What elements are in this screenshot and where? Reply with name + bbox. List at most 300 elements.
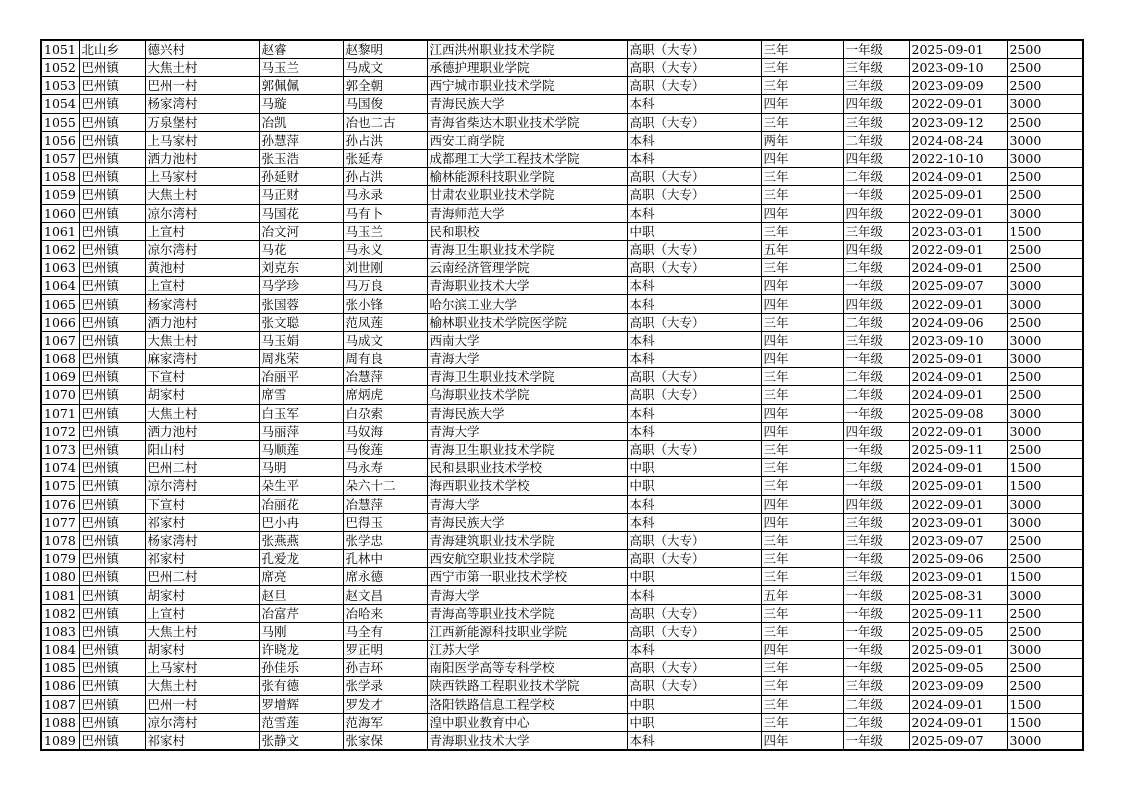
table-cell: 2022-10-10: [909, 149, 1007, 167]
table-row: [41, 368, 1083, 386]
table-cell: 2025-09-07: [909, 277, 1007, 295]
table-cell: 上马家村: [145, 168, 259, 186]
table-cell: 孔爱龙: [259, 550, 343, 568]
table-cell: 郭全朝: [343, 77, 427, 95]
table-cell: 四年: [761, 295, 843, 313]
table-cell: 冶慧萍: [343, 495, 427, 513]
table-cell: 巴州镇: [79, 149, 145, 167]
table-cell: 1500: [1007, 568, 1083, 586]
table-cell: 2500: [1007, 113, 1083, 131]
table-cell: 巴州一村: [145, 77, 259, 95]
table-cell: 冶文河: [259, 222, 343, 240]
table-cell: 本科: [627, 204, 761, 222]
table-cell: 中职: [627, 695, 761, 713]
table-cell: 二年级: [843, 386, 909, 404]
table-cell: 1053: [41, 77, 79, 95]
table-cell: 2500: [1007, 659, 1083, 677]
table-cell: 四年级: [843, 295, 909, 313]
table-cell: 洛阳铁路信息工程学校: [427, 695, 627, 713]
table-cell: 青海卫生职业技术学院: [427, 368, 627, 386]
subsidy-table: [40, 39, 1084, 751]
table-row: [41, 295, 1083, 313]
table-cell: 五年: [761, 586, 843, 604]
table-cell: 民和职校: [427, 222, 627, 240]
table-cell: 2500: [1007, 40, 1083, 59]
table-cell: 四年: [761, 495, 843, 513]
table-cell: 1055: [41, 113, 79, 131]
table-cell: 马玉兰: [343, 222, 427, 240]
table-cell: 三年: [761, 622, 843, 640]
table-cell: 2025-09-01: [909, 641, 1007, 659]
table-cell: 本科: [627, 131, 761, 149]
table-cell: 三年: [761, 677, 843, 695]
table-cell: 南阳医学高等专科学校: [427, 659, 627, 677]
table-cell: 三年: [761, 659, 843, 677]
table-cell: 三年级: [843, 513, 909, 531]
table-cell: 中职: [627, 459, 761, 477]
table-cell: 洒力池村: [145, 149, 259, 167]
table-cell: 1088: [41, 713, 79, 731]
table-cell: 巴小冉: [259, 513, 343, 531]
table-row: [41, 677, 1083, 695]
table-cell: 3000: [1007, 422, 1083, 440]
table-cell: 四年级: [843, 149, 909, 167]
table-cell: 大焦土村: [145, 331, 259, 349]
table-cell: 青海大学: [427, 350, 627, 368]
table-cell: 赵睿: [259, 40, 343, 59]
table-cell: 范海军: [343, 713, 427, 731]
table-cell: 一年级: [843, 622, 909, 640]
table-cell: 本科: [627, 641, 761, 659]
table-cell: 高职（大专）: [627, 550, 761, 568]
table-cell: 北山乡: [79, 40, 145, 59]
table-cell: 冶富芹: [259, 604, 343, 622]
table-cell: 本科: [627, 404, 761, 422]
table-cell: 巴州镇: [79, 131, 145, 149]
table-cell: 三年: [761, 713, 843, 731]
table-cell: 万泉堡村: [145, 113, 259, 131]
table-cell: 1056: [41, 131, 79, 149]
table-cell: 冶凯: [259, 113, 343, 131]
table-cell: 青海卫生职业技术学院: [427, 440, 627, 458]
table-cell: 凉尔湾村: [145, 477, 259, 495]
table-cell: 本科: [627, 295, 761, 313]
table-cell: 2500: [1007, 368, 1083, 386]
table-cell: 海西职业技术学校: [427, 477, 627, 495]
table-cell: 2500: [1007, 259, 1083, 277]
table-cell: 席亮: [259, 568, 343, 586]
table-cell: 一年级: [843, 186, 909, 204]
table-cell: 1064: [41, 277, 79, 295]
table-cell: 四年: [761, 513, 843, 531]
table-cell: 孔林中: [343, 550, 427, 568]
table-cell: 高职（大专）: [627, 622, 761, 640]
table-row: [41, 131, 1083, 149]
table-cell: 高职（大专）: [627, 677, 761, 695]
table-cell: 巴州镇: [79, 259, 145, 277]
table-cell: 朵六十二: [343, 477, 427, 495]
table-cell: 本科: [627, 350, 761, 368]
table-row: [41, 422, 1083, 440]
table-cell: 马有卜: [343, 204, 427, 222]
table-cell: 四年级: [843, 95, 909, 113]
table-cell: 3000: [1007, 149, 1083, 167]
table-cell: 马永寿: [343, 459, 427, 477]
table-cell: 1087: [41, 695, 79, 713]
table-cell: 马明: [259, 459, 343, 477]
table-cell: 胡家村: [145, 641, 259, 659]
table-cell: 2023-09-07: [909, 531, 1007, 549]
table-row: [41, 204, 1083, 222]
table-cell: 榆林能源科技职业学院: [427, 168, 627, 186]
table-cell: 1068: [41, 350, 79, 368]
table-cell: 巴州镇: [79, 331, 145, 349]
table-cell: 高职（大专）: [627, 113, 761, 131]
table-row: [41, 477, 1083, 495]
table-cell: 1062: [41, 240, 79, 258]
table-row: [41, 622, 1083, 640]
table-cell: 祁家村: [145, 513, 259, 531]
table-cell: 巴州镇: [79, 568, 145, 586]
table-cell: 本科: [627, 277, 761, 295]
table-cell: 3000: [1007, 586, 1083, 604]
table-cell: 本科: [627, 149, 761, 167]
table-cell: 一年级: [843, 40, 909, 59]
table-cell: 高职（大专）: [627, 531, 761, 549]
table-cell: 周兆荣: [259, 350, 343, 368]
table-cell: 一年级: [843, 477, 909, 495]
table-cell: 许晓龙: [259, 641, 343, 659]
table-cell: 二年级: [843, 459, 909, 477]
table-cell: 2023-09-12: [909, 113, 1007, 131]
table-cell: 巴州镇: [79, 222, 145, 240]
table-cell: 2025-09-01: [909, 186, 1007, 204]
table-cell: 二年级: [843, 131, 909, 149]
table-cell: 青海卫生职业技术学院: [427, 240, 627, 258]
table-cell: 2500: [1007, 59, 1083, 77]
table-cell: 巴州镇: [79, 713, 145, 731]
table-cell: 2025-09-11: [909, 440, 1007, 458]
table-cell: 马成文: [343, 331, 427, 349]
table-cell: 四年: [761, 204, 843, 222]
table-cell: 中职: [627, 222, 761, 240]
table-cell: 3000: [1007, 641, 1083, 659]
table-cell: 巴州镇: [79, 531, 145, 549]
table-cell: 高职（大专）: [627, 77, 761, 95]
table-cell: 1058: [41, 168, 79, 186]
table-cell: 罗增辉: [259, 695, 343, 713]
table-cell: 1071: [41, 404, 79, 422]
table-cell: 一年级: [843, 277, 909, 295]
table-cell: 2500: [1007, 77, 1083, 95]
table-cell: 三年级: [843, 677, 909, 695]
table-cell: 一年级: [843, 659, 909, 677]
table-row: [41, 95, 1083, 113]
table-row: [41, 586, 1083, 604]
table-cell: 高职（大专）: [627, 604, 761, 622]
table-cell: 四年级: [843, 422, 909, 440]
table-cell: 冶哈来: [343, 604, 427, 622]
table-cell: 五年: [761, 240, 843, 258]
table-cell: 刘克东: [259, 259, 343, 277]
spreadsheet-page: [40, 39, 1084, 751]
table-cell: 二年级: [843, 259, 909, 277]
table-cell: 张燕燕: [259, 531, 343, 549]
table-cell: 2025-09-05: [909, 622, 1007, 640]
table-cell: 马花: [259, 240, 343, 258]
table-cell: 巴州镇: [79, 440, 145, 458]
table-cell: 洒力池村: [145, 313, 259, 331]
table-cell: 2022-09-01: [909, 240, 1007, 258]
table-cell: 巴州镇: [79, 95, 145, 113]
table-cell: 三年: [761, 40, 843, 59]
table-cell: 黄池村: [145, 259, 259, 277]
table-cell: 上宣村: [145, 222, 259, 240]
table-cell: 二年级: [843, 368, 909, 386]
table-row: [41, 59, 1083, 77]
table-cell: 1052: [41, 59, 79, 77]
table-cell: 罗发才: [343, 695, 427, 713]
table-cell: 1054: [41, 95, 79, 113]
table-row: [41, 240, 1083, 258]
table-cell: 三年级: [843, 77, 909, 95]
table-cell: 高职（大专）: [627, 440, 761, 458]
table-cell: 杨家湾村: [145, 531, 259, 549]
table-row: [41, 222, 1083, 240]
table-cell: 3000: [1007, 277, 1083, 295]
table-row: [41, 168, 1083, 186]
table-cell: 2023-09-01: [909, 513, 1007, 531]
table-cell: 1082: [41, 604, 79, 622]
table-cell: 杨家湾村: [145, 295, 259, 313]
table-cell: 三年: [761, 531, 843, 549]
table-cell: 3000: [1007, 331, 1083, 349]
table-cell: 巴州镇: [79, 404, 145, 422]
table-cell: 青海职业技术大学: [427, 731, 627, 750]
table-cell: 马永录: [343, 186, 427, 204]
table-cell: 2023-03-01: [909, 222, 1007, 240]
table-cell: 三年: [761, 222, 843, 240]
table-cell: 本科: [627, 586, 761, 604]
table-cell: 1086: [41, 677, 79, 695]
table-cell: 1067: [41, 331, 79, 349]
table-row: [41, 568, 1083, 586]
table-body: [41, 40, 1083, 750]
table-cell: 巴州镇: [79, 59, 145, 77]
table-row: [41, 695, 1083, 713]
table-row: [41, 604, 1083, 622]
table-cell: 祁家村: [145, 550, 259, 568]
table-cell: 巴州镇: [79, 622, 145, 640]
table-cell: 本科: [627, 731, 761, 750]
table-cell: 2022-09-01: [909, 495, 1007, 513]
table-row: [41, 440, 1083, 458]
table-cell: 刘世刚: [343, 259, 427, 277]
table-cell: 2500: [1007, 622, 1083, 640]
table-cell: 马学珍: [259, 277, 343, 295]
table-cell: 江苏大学: [427, 641, 627, 659]
table-cell: 湟中职业教育中心: [427, 713, 627, 731]
table-cell: 2024-09-01: [909, 713, 1007, 731]
table-cell: 白玉军: [259, 404, 343, 422]
table-cell: 1074: [41, 459, 79, 477]
table-cell: 高职（大专）: [627, 40, 761, 59]
table-cell: 1500: [1007, 459, 1083, 477]
table-cell: 1083: [41, 622, 79, 640]
table-cell: 冶也二古: [343, 113, 427, 131]
table-cell: 承德护理职业学院: [427, 59, 627, 77]
table-cell: 2500: [1007, 313, 1083, 331]
table-cell: 2500: [1007, 677, 1083, 695]
table-cell: 民和县职业技术学校: [427, 459, 627, 477]
table-cell: 张延寿: [343, 149, 427, 167]
table-cell: 2023-09-10: [909, 59, 1007, 77]
table-cell: 马国花: [259, 204, 343, 222]
table-cell: 二年级: [843, 713, 909, 731]
table-cell: 凉尔湾村: [145, 240, 259, 258]
table-cell: 范凤莲: [343, 313, 427, 331]
table-cell: 西南大学: [427, 331, 627, 349]
table-cell: 张文聪: [259, 313, 343, 331]
table-cell: 2024-09-01: [909, 368, 1007, 386]
table-cell: 3000: [1007, 204, 1083, 222]
table-cell: 二年级: [843, 168, 909, 186]
table-cell: 青海大学: [427, 495, 627, 513]
table-cell: 巴州镇: [79, 313, 145, 331]
table-cell: 二年级: [843, 313, 909, 331]
table-cell: 一年级: [843, 350, 909, 368]
table-cell: 青海建筑职业技术学院: [427, 531, 627, 549]
table-cell: 胡家村: [145, 586, 259, 604]
table-cell: 大焦土村: [145, 59, 259, 77]
table-cell: 1081: [41, 586, 79, 604]
table-cell: 一年级: [843, 440, 909, 458]
table-cell: 巴州镇: [79, 204, 145, 222]
table-row: [41, 713, 1083, 731]
table-cell: 1089: [41, 731, 79, 750]
table-cell: 四年级: [843, 240, 909, 258]
table-cell: 三年: [761, 695, 843, 713]
table-cell: 巴州镇: [79, 168, 145, 186]
table-cell: 1066: [41, 313, 79, 331]
table-cell: 高职（大专）: [627, 386, 761, 404]
table-cell: 孙佳乐: [259, 659, 343, 677]
table-cell: 1078: [41, 531, 79, 549]
table-cell: 2023-09-01: [909, 568, 1007, 586]
table-cell: 大焦土村: [145, 186, 259, 204]
table-cell: 三年级: [843, 531, 909, 549]
table-cell: 青海省柴达木职业技术学院: [427, 113, 627, 131]
table-cell: 1085: [41, 659, 79, 677]
table-cell: 3000: [1007, 513, 1083, 531]
table-cell: 冶慧萍: [343, 368, 427, 386]
table-cell: 三年: [761, 604, 843, 622]
table-cell: 1076: [41, 495, 79, 513]
table-row: [41, 531, 1083, 549]
table-cell: 三年: [761, 440, 843, 458]
table-cell: 两年: [761, 131, 843, 149]
table-cell: 2500: [1007, 531, 1083, 549]
table-cell: 2022-09-01: [909, 422, 1007, 440]
table-cell: 巴州镇: [79, 495, 145, 513]
table-cell: 高职（大专）: [627, 240, 761, 258]
table-cell: 马奴海: [343, 422, 427, 440]
table-cell: 2025-09-01: [909, 350, 1007, 368]
table-row: [41, 459, 1083, 477]
table-row: [41, 659, 1083, 677]
table-cell: 2500: [1007, 604, 1083, 622]
table-cell: 本科: [627, 513, 761, 531]
table-cell: 孙吉环: [343, 659, 427, 677]
table-cell: 范雪莲: [259, 713, 343, 731]
table-cell: 四年级: [843, 204, 909, 222]
table-cell: 2500: [1007, 386, 1083, 404]
table-cell: 巴州镇: [79, 641, 145, 659]
table-row: [41, 77, 1083, 95]
table-cell: 西安航空职业技术学院: [427, 550, 627, 568]
table-row: [41, 641, 1083, 659]
table-cell: 白尕索: [343, 404, 427, 422]
table-cell: 巴州镇: [79, 77, 145, 95]
table-cell: 2025-09-01: [909, 477, 1007, 495]
table-row: [41, 186, 1083, 204]
table-cell: 中职: [627, 477, 761, 495]
table-row: [41, 350, 1083, 368]
table-cell: 西安工商学院: [427, 131, 627, 149]
table-cell: 巴州镇: [79, 459, 145, 477]
table-cell: 甘肃农业职业技术学院: [427, 186, 627, 204]
table-cell: 高职（大专）: [627, 259, 761, 277]
table-cell: 2024-09-01: [909, 168, 1007, 186]
table-cell: 1500: [1007, 477, 1083, 495]
table-cell: 三年: [761, 113, 843, 131]
table-cell: 张玉浩: [259, 149, 343, 167]
table-cell: 青海大学: [427, 586, 627, 604]
table-cell: 马万良: [343, 277, 427, 295]
table-cell: 阳山村: [145, 440, 259, 458]
table-row: [41, 550, 1083, 568]
table-cell: 郭佩佩: [259, 77, 343, 95]
table-cell: 2024-09-01: [909, 259, 1007, 277]
table-cell: 1084: [41, 641, 79, 659]
table-cell: 巴州镇: [79, 677, 145, 695]
table-cell: 德兴村: [145, 40, 259, 59]
table-cell: 四年: [761, 422, 843, 440]
table-cell: 三年级: [843, 331, 909, 349]
table-cell: 巴得玉: [343, 513, 427, 531]
table-cell: 大焦土村: [145, 622, 259, 640]
table-cell: 2025-08-31: [909, 586, 1007, 604]
table-cell: 三年: [761, 568, 843, 586]
table-cell: 马璇: [259, 95, 343, 113]
table-cell: 三年: [761, 59, 843, 77]
table-cell: 巴州镇: [79, 731, 145, 750]
table-cell: 马永义: [343, 240, 427, 258]
table-cell: 张学忠: [343, 531, 427, 549]
table-row: [41, 259, 1083, 277]
table-cell: 孙慧萍: [259, 131, 343, 149]
table-cell: 2025-09-11: [909, 604, 1007, 622]
table-cell: 本科: [627, 331, 761, 349]
table-cell: 三年: [761, 168, 843, 186]
table-cell: 3000: [1007, 350, 1083, 368]
table-cell: 凉尔湾村: [145, 204, 259, 222]
table-cell: 2500: [1007, 550, 1083, 568]
table-cell: 巴州镇: [79, 550, 145, 568]
table-cell: 席雪: [259, 386, 343, 404]
table-cell: 1500: [1007, 222, 1083, 240]
table-cell: 巴州二村: [145, 568, 259, 586]
